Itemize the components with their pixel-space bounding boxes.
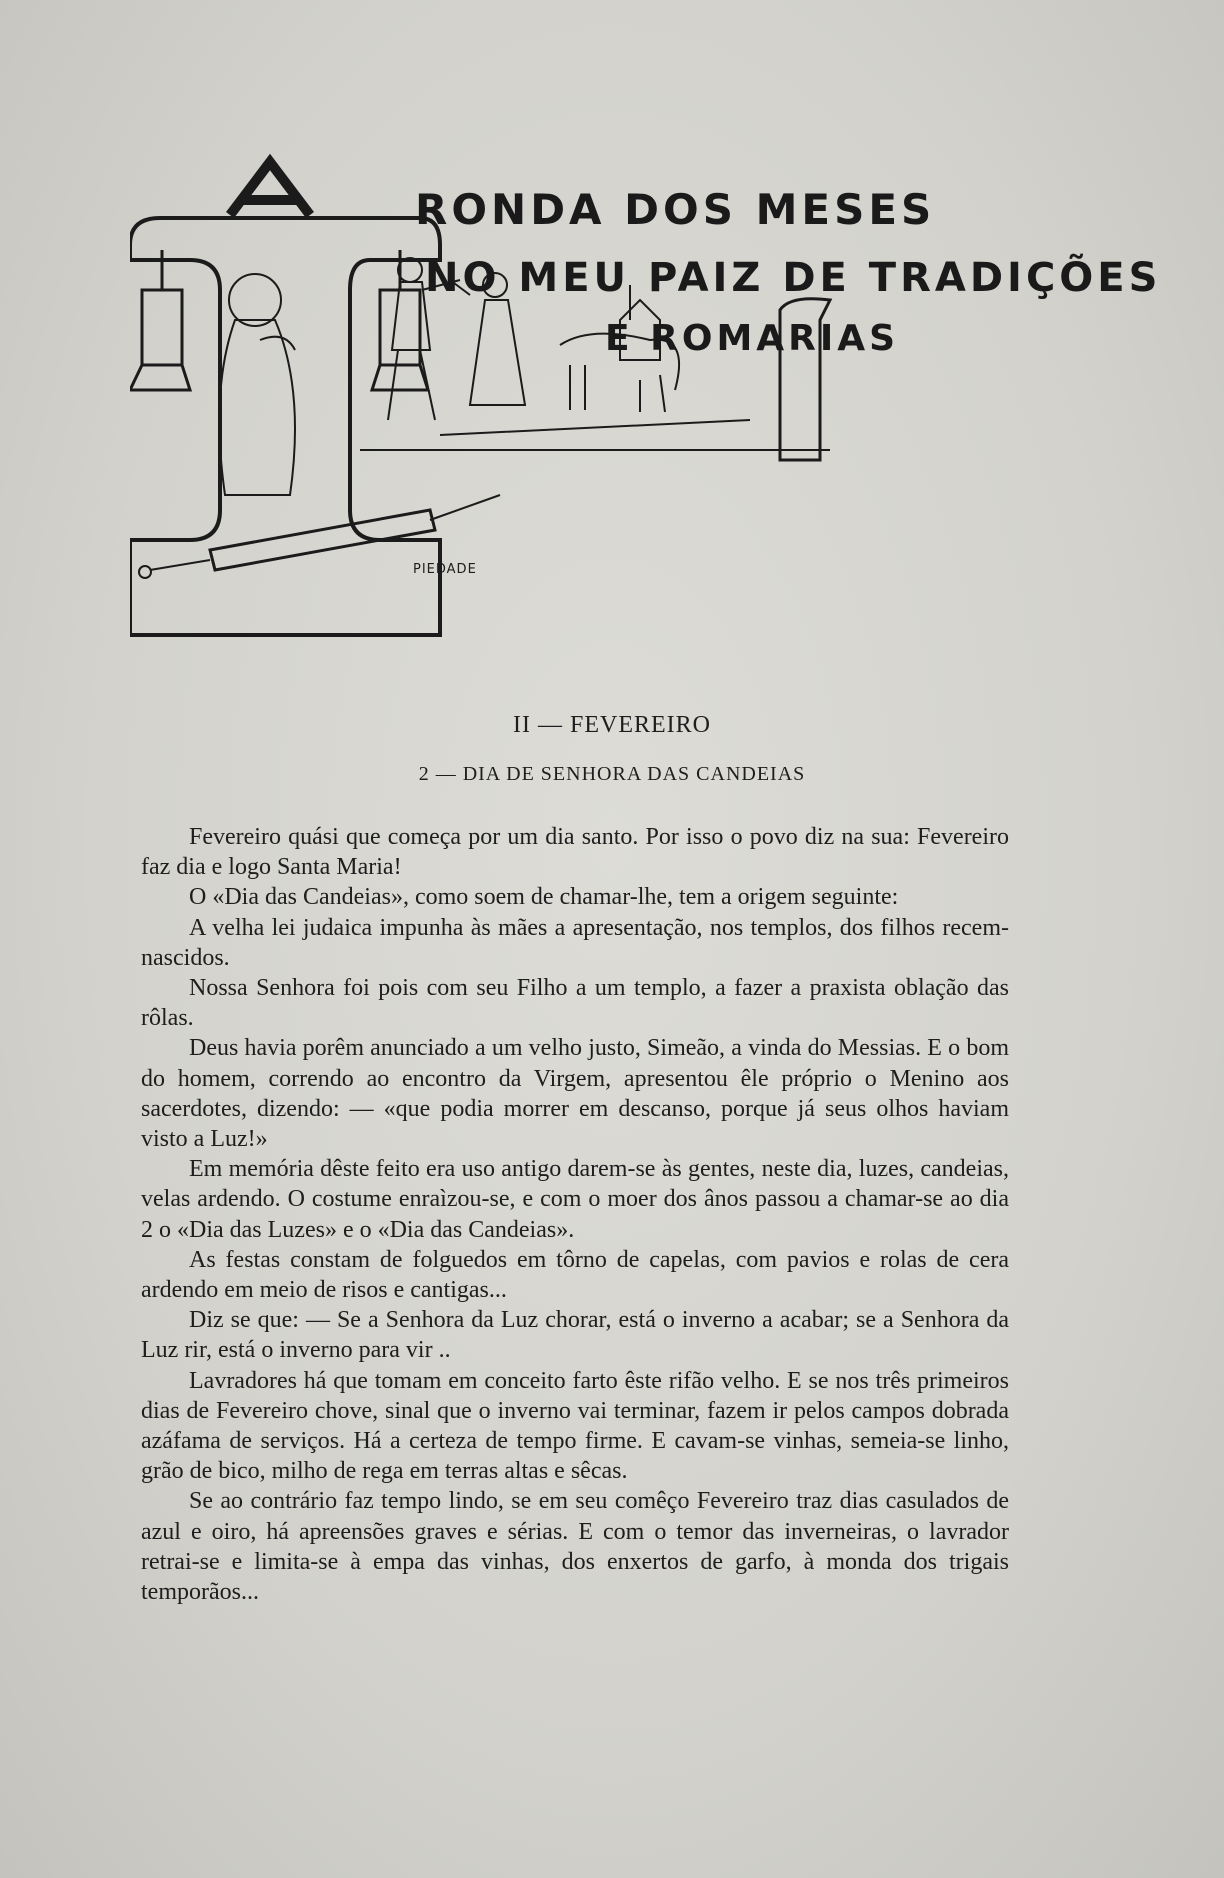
artist-signature: PIEDADE <box>413 562 477 577</box>
section-title: II — FEVEREIRO <box>513 712 711 738</box>
header-title-line-2: NO MEU PAIZ DE TRADIÇÕES <box>425 255 1162 301</box>
article-body <box>141 822 1009 1607</box>
paragraph: Fevereiro quási que começa por um dia santo. Por isso o povo diz na sua: Fevereiro faz dia e logo Santa Maria! <box>141 824 1009 881</box>
paragraph: Lavradores há que tomam em conceito farto êste rifão velho. E se nos três primeiros dias de Fevereiro chove, sinal que o inverno vai terminar, fazem ir pelos campos dobrada azáfama de serviços. Há a certeza de tempo firme. E cavam-se vinhas, semeia-se linho, grão de bico, milho de rega em terras altas e sêcas. <box>141 1367 1009 1485</box>
paragraph: O «Dia das Candeias», como soem de chamar-lhe, tem a origem seguinte: <box>189 884 899 911</box>
header-illustration <box>130 150 1020 710</box>
paragraph: Em memória dêste feito era uso antigo darem-se às gentes, neste dia, luzes, candeias, velas ardendo. O costume enraìzou-se, e com o moer dos ânos passou a chamar-se ao dia 2 o «Dia das Luzes» e o «Dia das Candeias». <box>141 1156 1009 1243</box>
paragraph: Diz se que: — Se a Senhora da Luz chorar, está o inverno a acabar; se a Senhora da Luz rir, está o inverno para vir .. <box>141 1307 1009 1364</box>
header-title-line-1: RONDA DOS MESES <box>415 185 936 234</box>
section-subtitle: 2 — DIA DE SENHORA DAS CANDEIAS <box>418 763 806 785</box>
paragraph: As festas constam de folguedos em tôrno de capelas, com pavios e rolas de cera ardendo em meio de risos e cantigas... <box>141 1246 1009 1304</box>
paragraph: A velha lei judaica impunha às mães a apresentação, nos templos, dos filhos recem-nascidos. <box>141 914 1009 971</box>
paragraph: Se ao contrário faz tempo lindo, se em seu comêço Fevereiro traz dias casulados de azul e oiro, há apreensões graves e sérias. E com o temor das inverneiras, o lavrador retrai-se e limita-se à empa das vinhas, dos enxertos de garfo, à monda dos trigais temporãos... <box>141 1488 1009 1606</box>
header-title-line-3: E ROMARIAS <box>605 318 900 359</box>
paragraph: Nossa Senhora foi pois com seu Filho a um templo, a fazer a praxista oblação das rôlas. <box>141 975 1009 1032</box>
paragraph: Deus havia porêm anunciado a um velho justo, Simeão, a vinda do Messias. E o bom do homem, correndo ao encontro da Virgem, apresentou êle próprio o Menino aos sacerdotes, dizendo: — «que podia morrer em descanso, porque já seus olhos haviam visto a Luz!» <box>141 1035 1009 1153</box>
